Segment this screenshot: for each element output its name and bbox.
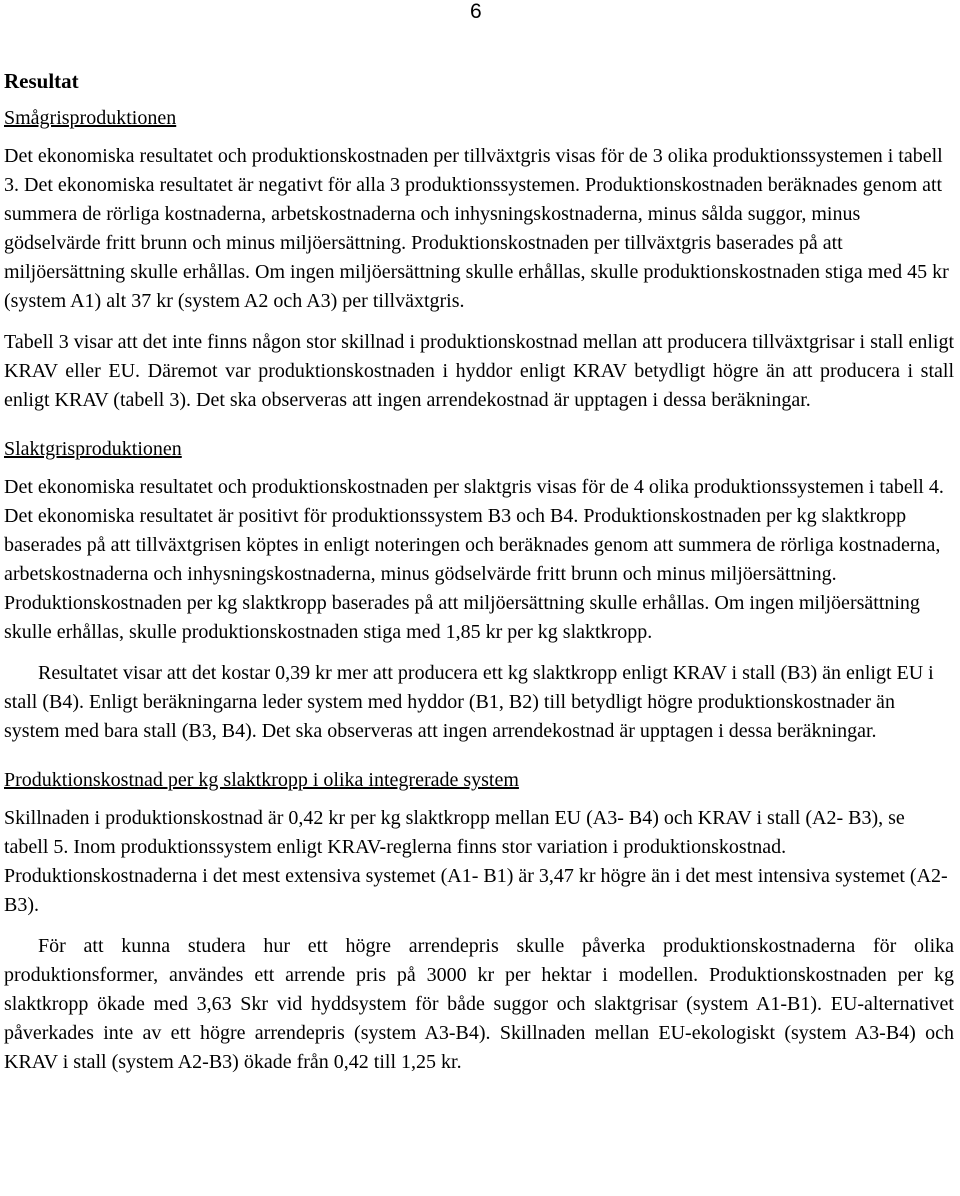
integrerade-paragraph-1: Skillnaden i produktionskostnad är 0,42 kr per kg slaktkropp mellan EU (A3- B4) och KRAV i stall (A2- B3), se tabell 5. Inom produktionssystem enligt KRAV-reglerna finns stor variation i produktionskostnad. Produktionskostnaderna i det mest extensiva systemet (A1- B1) är 3,47 kr högre än i det mest intensiva systemet (A2- B3). — [4, 807, 948, 916]
page-number: 6 — [470, 0, 482, 23]
document-body — [4, 64, 954, 1077]
slaktgris-subheading: Slaktgrisproduktionen — [4, 438, 182, 460]
smagris-paragraph-1: Det ekonomiska resultatet och produktionskostnaden per tillväxtgris visas för de 3 olika produktionssystemen i tabell 3. Det ekonomiska resultatet är negativt för alla 3 produktionssystemen. Produktionskostnaden beräknades genom att summera de rörliga kostnaderna, arbetskostnaderna och inhysningskostnaderna, minus sålda suggor, minus gödselvärde fritt brunn och minus miljöersättning. Produktionskostnaden per tillväxtgris baserades på att miljöersättning skulle erhållas. Om ingen miljöersättning skulle erhållas, skulle produktionskostnaden stiga med 45 kr (system A1) alt 37 kr (system A2 och A3) per tillväxtgris. — [4, 145, 949, 312]
integrerade-subheading: Produktionskostnad per kg slaktkropp i olika integrerade system — [4, 769, 519, 791]
integrerade-paragraph-2: För att kunna studera hur ett högre arrendepris skulle påverka produktionskostnaderna för olika produktionsformer, användes ett arrende pris på 3000 kr per hektar i modellen. Produktionskostnaden per kg slaktkropp ökade med 3,63 Skr vid hyddsystem för både suggor och slaktgrisar (system A1-B1). EU-alternativet påverkades inte av ett högre arrendepris (system A3-B4). Skillnaden mellan EU-ekologiskt (system A3-B4) och KRAV i stall (system A2-B3) ökade från 0,42 till 1,25 kr. — [4, 935, 954, 1073]
smagris-paragraph-2: Tabell 3 visar att det inte finns någon stor skillnad i produktionskostnad mellan att producera tillväxtgrisar i stall enligt KRAV eller EU. Däremot var produktionskostnaden i hyddor enligt KRAV betydligt högre än att producera i stall enligt KRAV (tabell 3). Det ska observeras att ingen arrendekostnad är upptagen i dessa beräkningar. — [4, 331, 954, 411]
smagris-subheading: Smågrisproduktionen — [4, 107, 177, 129]
section-heading: Resultat — [4, 69, 79, 93]
slaktgris-paragraph-2: Resultatet visar att det kostar 0,39 kr mer att producera ett kg slaktkropp enligt KRAV i stall (B3) än enligt EU i stall (B4). Enligt beräkningarna leder system med hyddor (B1, B2) till betydligt högre produktionskostnader än system med bara stall (B3, B4). Det ska observeras att ingen arrendekostnad är upptagen i dessa beräkningar. — [4, 662, 934, 742]
slaktgris-paragraph-1: Det ekonomiska resultatet och produktionskostnaden per slaktgris visas för de 4 olika produktionssystemen i tabell 4. Det ekonomiska resultatet är positivt för produktionssystem B3 och B4. Produktionskostnaden per kg slaktkropp baserades på att tillväxtgrisen köptes in enligt noteringen och beräknades genom att summera de rörliga kostnaderna, arbetskostnaderna och inhysningskostnaderna, minus gödselvärde fritt brunn och minus miljöersättning. Produktionskostnaden per kg slaktkropp baserades på att miljöersättning skulle erhållas. Om ingen miljöersättning skulle erhållas, skulle produktionskostnaden stiga med 1,85 kr per kg slaktkropp. — [4, 476, 944, 643]
